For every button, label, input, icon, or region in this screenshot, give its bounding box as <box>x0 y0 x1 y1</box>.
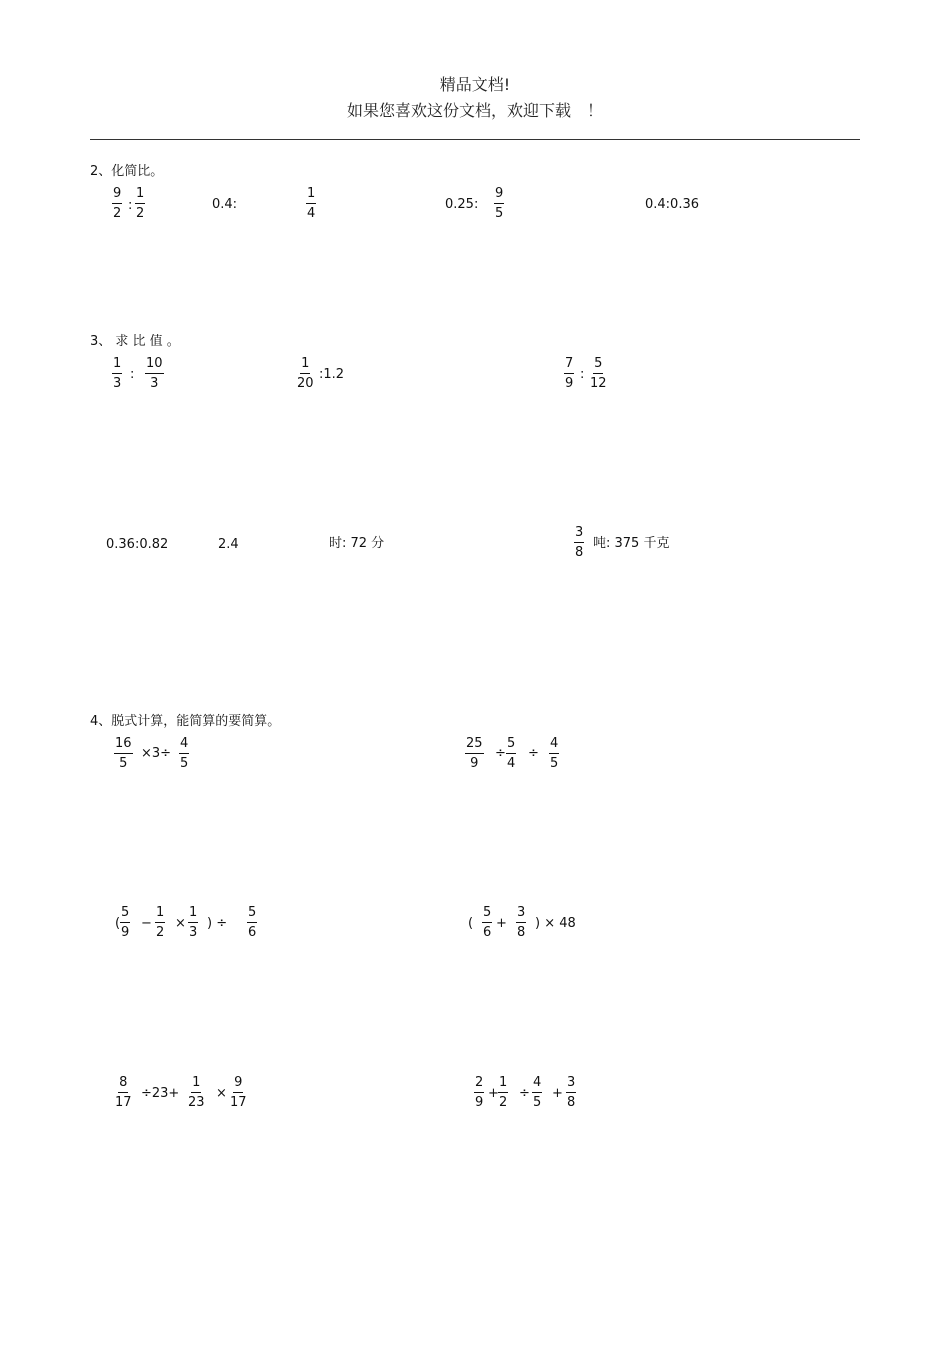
problem-text: 吨: 375 千克 <box>593 536 670 551</box>
paren: ( <box>468 916 474 931</box>
fraction <box>506 736 516 771</box>
numerator: 1 <box>188 905 198 923</box>
fraction <box>306 186 316 221</box>
numerator: 3 <box>574 525 584 543</box>
fraction <box>482 905 492 940</box>
numerator: 3 <box>516 905 526 923</box>
numerator: 4 <box>532 1075 542 1093</box>
denominator: 9 <box>565 376 574 391</box>
operator: ÷23+ <box>141 1086 180 1101</box>
denominator: 9 <box>475 1095 484 1110</box>
denominator: 9 <box>121 925 130 940</box>
section-4-title: 4、脱式计算，能简算的要简算。 <box>90 714 281 729</box>
fraction <box>297 356 314 391</box>
fraction <box>549 736 559 771</box>
denominator: 2 <box>136 206 145 221</box>
problem-text: 2.4 <box>218 537 239 552</box>
fraction <box>247 905 257 940</box>
fraction <box>145 356 164 391</box>
fraction <box>188 1075 205 1110</box>
problem-text: 0.25: <box>445 197 479 212</box>
denominator: 5 <box>119 756 128 771</box>
fraction <box>230 1075 247 1110</box>
denominator: 4 <box>307 206 316 221</box>
fraction <box>188 905 198 940</box>
numerator: 9 <box>233 1075 243 1093</box>
operator: ×3÷ <box>141 746 172 761</box>
operator: + <box>496 916 507 931</box>
operator: ÷ <box>495 746 506 761</box>
ratio-colon: : <box>580 367 585 382</box>
numerator: 1 <box>135 186 145 204</box>
numerator: 9 <box>494 186 504 204</box>
denominator: 2 <box>113 206 122 221</box>
denominator: 17 <box>230 1095 247 1110</box>
numerator: 5 <box>482 905 492 923</box>
fraction <box>115 1075 132 1110</box>
numerator: 4 <box>549 736 559 754</box>
numerator: 7 <box>564 356 574 374</box>
fraction <box>112 186 122 221</box>
denominator: 17 <box>115 1095 132 1110</box>
header-divider <box>90 139 860 140</box>
fraction <box>498 1075 508 1110</box>
fraction <box>566 1075 576 1110</box>
numerator: 5 <box>593 356 603 374</box>
fraction <box>112 356 122 391</box>
denominator: 4 <box>507 756 516 771</box>
numerator: 1 <box>191 1075 201 1093</box>
operator: ÷ <box>519 1086 530 1101</box>
fraction <box>465 736 484 771</box>
numerator: 16 <box>114 736 133 754</box>
denominator: 6 <box>248 925 257 940</box>
denominator: 5 <box>550 756 559 771</box>
numerator: 5 <box>506 736 516 754</box>
numerator: 25 <box>465 736 484 754</box>
numerator: 2 <box>474 1075 484 1093</box>
denominator: 3 <box>150 376 159 391</box>
denominator: 3 <box>113 376 122 391</box>
operator: ÷ <box>528 746 539 761</box>
denominator: 5 <box>533 1095 542 1110</box>
operator: + <box>552 1086 563 1101</box>
numerator: 8 <box>118 1075 128 1093</box>
operator: + <box>488 1086 499 1101</box>
problem-text: 0.4: <box>212 197 238 212</box>
operator: − <box>141 916 152 931</box>
operator: ) × 48 <box>535 916 576 931</box>
operator: × <box>216 1086 227 1101</box>
denominator: 5 <box>495 206 504 221</box>
section-2-title: 2、化简比。 <box>90 164 164 179</box>
fraction <box>494 186 504 221</box>
fraction <box>516 905 526 940</box>
denominator: 8 <box>567 1095 576 1110</box>
fraction <box>179 736 189 771</box>
numerator: 3 <box>566 1075 576 1093</box>
header-subtitle: 如果您喜欢这份文档，欢迎下载 ！ <box>346 101 603 120</box>
problem-text: 0.4:0.36 <box>645 197 699 212</box>
problem-text: 时: 72 分 <box>329 536 385 551</box>
denominator: 5 <box>180 756 189 771</box>
numerator: 5 <box>120 905 130 923</box>
fraction <box>120 905 130 940</box>
fraction <box>574 525 584 560</box>
fraction <box>474 1075 484 1110</box>
ratio-colon: : <box>130 367 135 382</box>
fraction <box>155 905 165 940</box>
numerator: 1 <box>155 905 165 923</box>
ratio-colon: : <box>128 198 133 213</box>
denominator: 2 <box>156 925 165 940</box>
fraction <box>135 186 145 221</box>
problem-text: :1.2 <box>319 367 345 382</box>
numerator: 1 <box>300 356 310 374</box>
numerator: 5 <box>247 905 257 923</box>
denominator: 9 <box>470 756 479 771</box>
section-3-title: 3、 求 比 值 。 <box>90 334 180 349</box>
fraction <box>532 1075 542 1110</box>
numerator: 1 <box>112 356 122 374</box>
denominator: 8 <box>517 925 526 940</box>
denominator: 2 <box>499 1095 508 1110</box>
numerator: 1 <box>306 186 316 204</box>
operator: ) ÷ <box>207 916 228 931</box>
numerator: 4 <box>179 736 189 754</box>
fraction <box>590 356 607 391</box>
denominator: 20 <box>297 376 314 391</box>
denominator: 12 <box>590 376 607 391</box>
numerator: 1 <box>498 1075 508 1093</box>
denominator: 6 <box>483 925 492 940</box>
paren: ( <box>115 916 121 931</box>
denominator: 23 <box>188 1095 205 1110</box>
numerator: 10 <box>145 356 164 374</box>
fraction <box>564 356 574 391</box>
problem-text: 0.36:0.82 <box>106 537 169 552</box>
header-title: 精品文档! <box>439 75 511 94</box>
operator: × <box>175 916 186 931</box>
denominator: 3 <box>189 925 198 940</box>
fraction <box>114 736 133 771</box>
numerator: 9 <box>112 186 122 204</box>
denominator: 8 <box>575 545 584 560</box>
